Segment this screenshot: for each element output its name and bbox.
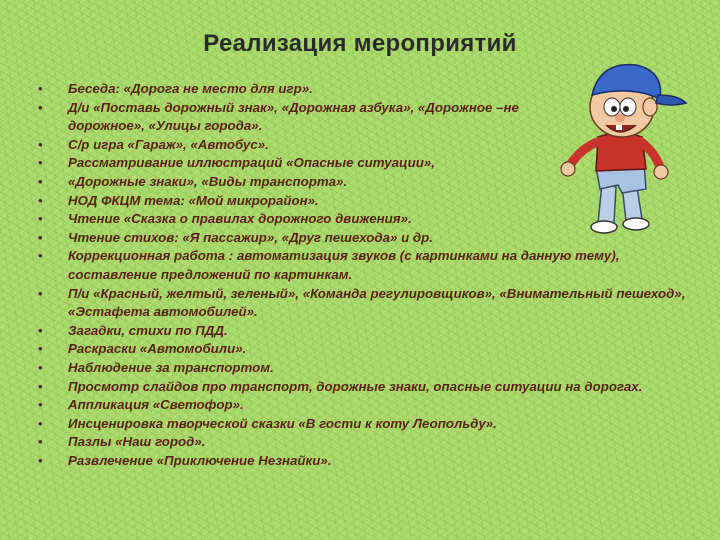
list-item-text: П/и «Красный, желтый, зеленый», «Команда регулировщиков», «Внимательный пешеход», «Эстафета автомобилей». bbox=[68, 285, 686, 320]
bullet-icon: • bbox=[38, 378, 43, 394]
list-item bbox=[38, 229, 538, 248]
list-item bbox=[38, 322, 688, 341]
bullet-icon: • bbox=[38, 341, 43, 357]
list-item bbox=[38, 210, 538, 229]
bullet-icon: • bbox=[38, 434, 43, 450]
bullet-icon: • bbox=[38, 322, 43, 338]
bullet-icon: • bbox=[38, 81, 43, 96]
list-item-text: Загадки, стихи по ПДД. bbox=[68, 322, 228, 338]
list-item bbox=[38, 154, 538, 173]
bullet-icon: • bbox=[38, 192, 43, 208]
bullet-icon: • bbox=[38, 136, 43, 152]
list-item-text: Инсценировка творческой сказки «В гости к коту Леопольду». bbox=[68, 415, 497, 431]
bullet-icon: • bbox=[38, 452, 43, 468]
list-item-text: Раскраски «Автомобили». bbox=[68, 341, 247, 357]
list-item-text: «Дорожные знаки», «Виды транспорта». bbox=[68, 173, 348, 189]
list-item-text: С/р игра «Гараж», «Автобус». bbox=[68, 136, 269, 152]
list-item bbox=[38, 359, 688, 378]
list-item-text: Д/и «Поставь дорожный знак», «Дорожная азбука», «Дорожное –не дорожное», «Улицы города». bbox=[68, 99, 519, 134]
list-item bbox=[38, 415, 688, 434]
list-item bbox=[38, 452, 688, 471]
bullet-icon: • bbox=[38, 211, 43, 227]
list-item bbox=[38, 136, 538, 155]
bullet-icon: • bbox=[38, 229, 43, 245]
bullet-icon: • bbox=[38, 173, 43, 189]
bullet-icon: • bbox=[38, 359, 43, 375]
bullet-icon: • bbox=[38, 415, 43, 431]
list-item bbox=[38, 80, 538, 99]
list-item-text: Коррекционная работа : автоматизация звуков (с картинками на данную тему), составление предложений по картинкам. bbox=[68, 248, 620, 282]
list-item bbox=[38, 396, 688, 415]
list-item-text: Чтение «Сказка о правилах дорожного движения». bbox=[68, 211, 412, 227]
list-item-text: Пазлы «Наш город». bbox=[68, 434, 206, 450]
list-item bbox=[38, 378, 688, 397]
list-item bbox=[38, 99, 538, 136]
bullet-icon: • bbox=[38, 248, 43, 264]
cartoon-boy-illustration bbox=[540, 55, 690, 235]
list-item bbox=[38, 173, 538, 192]
bullet-icon: • bbox=[38, 285, 43, 301]
list-item bbox=[38, 192, 538, 211]
list-item-text: Беседа: «Дорога не место для игр». bbox=[68, 81, 313, 96]
bullet-icon: • bbox=[38, 99, 43, 115]
list-item bbox=[38, 247, 688, 284]
list-item-text: Наблюдение за транспортом. bbox=[68, 359, 274, 375]
slide-title: Реализация мероприятий bbox=[203, 30, 517, 57]
list-item-text: Развлечение «Приключение Незнайки». bbox=[68, 452, 332, 468]
list-item-text: НОД ФКЦМ тема: «Мой микрорайон». bbox=[68, 192, 319, 208]
bullet-icon: • bbox=[38, 397, 43, 413]
list-item bbox=[38, 433, 688, 452]
list-item-text: Аппликация «Светофор». bbox=[68, 397, 244, 413]
list-item-text: Чтение стихов: «Я пассажир», «Друг пешехода» и др. bbox=[68, 229, 433, 245]
list-item bbox=[38, 285, 688, 322]
list-item-text: Рассматривание иллюстраций «Опасные ситуации», bbox=[68, 155, 435, 171]
list-item-text: Просмотр слайдов про транспорт, дорожные знаки, опасные ситуации на дорогах. bbox=[68, 378, 643, 394]
bullet-icon: • bbox=[38, 155, 43, 171]
list-item bbox=[38, 340, 688, 359]
